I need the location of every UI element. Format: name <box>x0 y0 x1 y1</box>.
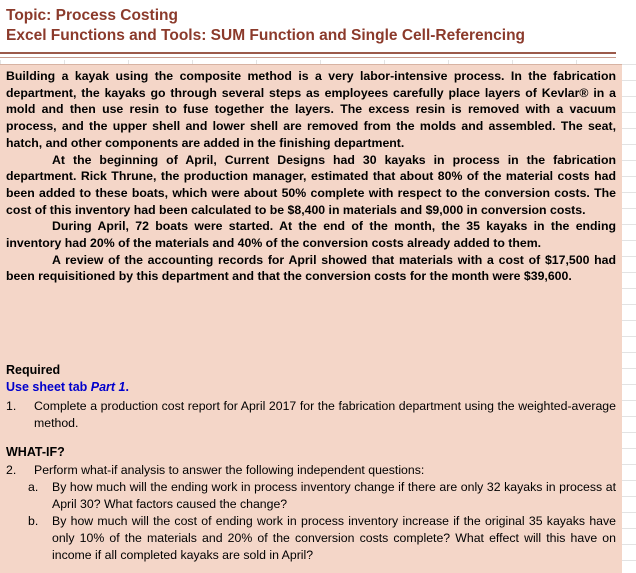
sheet-tab-name: Part 1 <box>90 380 126 394</box>
requirement-1-text: Complete a production cost report for April 2017 for the fabrication department using the weighted-average method. <box>34 399 616 430</box>
excel-tools-subtitle: Excel Functions and Tools: SUM Function and Single Cell-Referencing <box>6 27 526 44</box>
scenario-paragraph-4: A review of the accounting records for April showed that materials with a cost of $17,500 had been requisitioned by this department and that the conversion costs for the month were $39,600. <box>6 252 616 284</box>
requirement-1-number: 1. <box>6 399 17 413</box>
topic-title: Topic: Process Costing <box>6 7 178 24</box>
requirement-2-number: 2. <box>6 463 17 477</box>
question-a-text: By how much will the ending work in process inventory change if there are only 32 kayaks in process at April 30? What factors caused the change? <box>52 480 616 511</box>
question-a-label: a. <box>28 480 39 494</box>
scenario-paragraph-3: During April, 72 boats were started. At the end of the month, the 35 kayaks in the ending inventory had 20% of the materials and 40% of the conversion costs already added to them. <box>6 219 616 251</box>
question-a <box>28 479 616 513</box>
scenario-text <box>6 68 616 285</box>
header-divider-thin <box>0 57 616 58</box>
scenario-paragraph-2: At the beginning of April, Current Designs had 30 kayaks in process in the fabrication department. Rick Thrune, the production manager, estimated that about 80% of the material costs had been added to these boats, which were about 50% complete with respect to the conversion costs. The cost of this inventory had been calculated to be $8,400 in materials and $9,000 in conversion costs. <box>6 152 616 217</box>
header-divider <box>0 52 616 54</box>
question-b-label: b. <box>28 514 39 528</box>
scenario-paragraph-1: Building a kayak using the composite method is a very labor-intensive process. In the fabrication department, the kayaks go through several steps as employees carefully place layers of Kevlar® in a mold and then use resin to fuse together the layers. The excess resin is removed with a vacuum process, and the upper shell and lower shell are removed from the molds and assembled. The seat, hatch, and other components are added in the finishing department. <box>6 69 616 150</box>
requirement-2-text: Perform what-if analysis to answer the following independent questions: <box>34 463 425 477</box>
requirement-2 <box>6 462 616 479</box>
whatif-heading: WHAT-IF? <box>6 445 65 459</box>
required-heading: Required <box>6 363 61 377</box>
sheet-tab-suffix: . <box>125 380 129 394</box>
worksheet-header <box>0 0 636 60</box>
instructions-panel <box>0 64 622 573</box>
sheet-tab-prefix: Use sheet tab <box>6 380 91 394</box>
sheet-tab-instruction <box>6 380 129 394</box>
requirement-1 <box>6 398 616 432</box>
question-b-text: By how much will the cost of ending work in process inventory increase if the original 35 kayaks have only 10% of the materials and 20% of the conversion costs complete? What effect will this have on income if all completed kayaks are sold in April? <box>52 514 616 562</box>
question-b <box>28 513 616 563</box>
